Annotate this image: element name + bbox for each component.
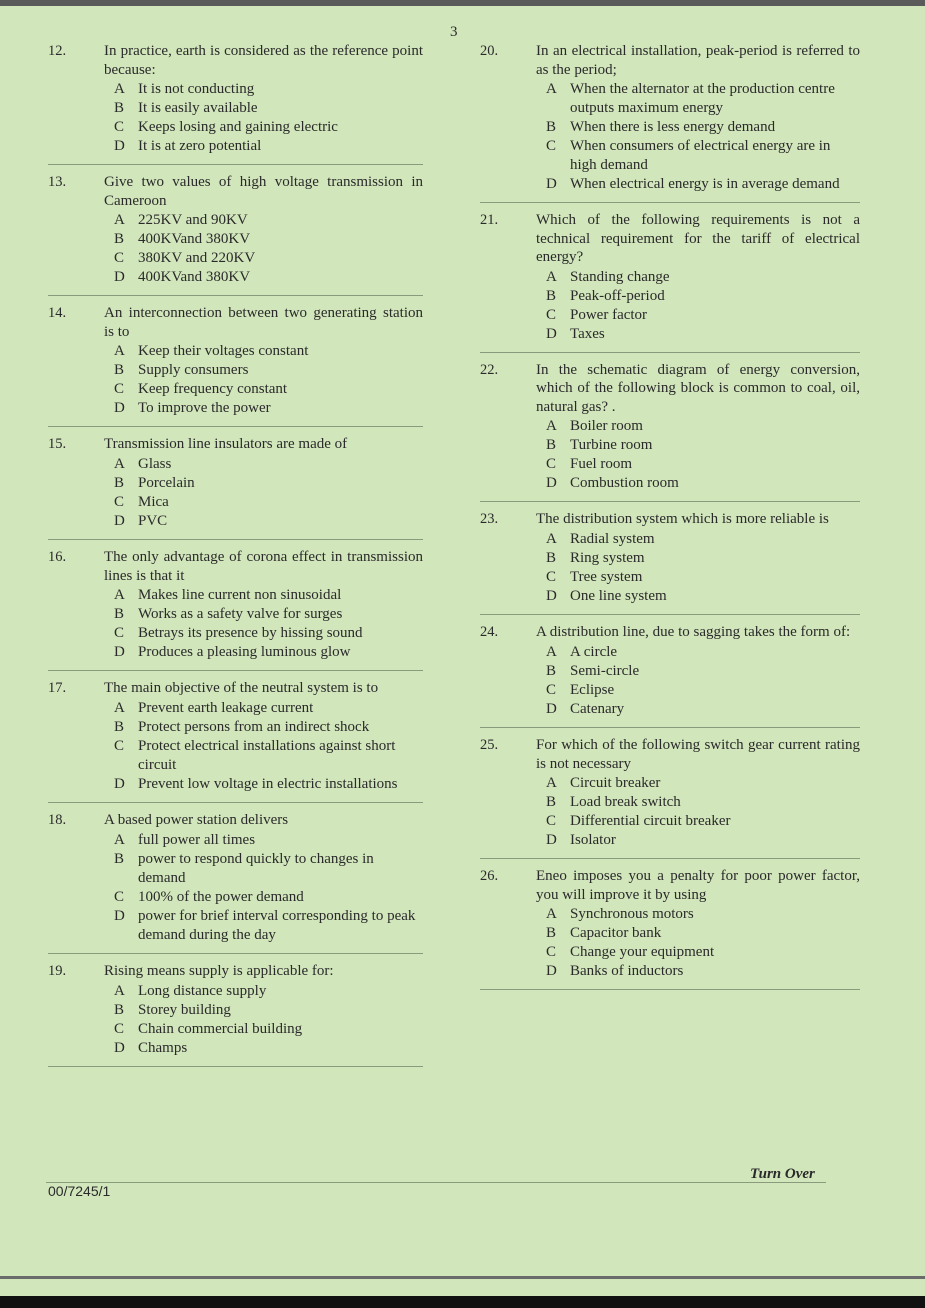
question-text: Transmission line insulators are made of: [104, 436, 348, 452]
option-text: Prevent earth leakage current: [138, 700, 314, 716]
option-text: It is easily available: [138, 100, 258, 116]
answer-option: [114, 493, 423, 512]
option-letter: C: [546, 306, 557, 323]
answer-option: [114, 888, 423, 907]
answer-option: [546, 80, 860, 118]
option-letter: A: [114, 212, 125, 228]
question-text: The distribution system which is more reliable is: [536, 511, 829, 527]
question-12: [48, 42, 423, 165]
question-text: A distribution line, due to sagging takes the form of:: [536, 624, 851, 640]
option-letter: B: [546, 119, 557, 135]
answer-option: [114, 643, 423, 662]
option-text: Long distance supply: [138, 983, 267, 999]
answer-option: [114, 1020, 423, 1039]
option-text: Chain commercial building: [138, 1021, 303, 1037]
answer-option: [546, 943, 860, 962]
answer-options: [114, 586, 423, 662]
question-24: [480, 623, 860, 728]
option-text: Protect electrical installations against short circuit: [138, 738, 396, 773]
answer-option: [546, 175, 860, 194]
answer-option: [114, 586, 423, 605]
answer-option: [114, 380, 423, 399]
option-text: Champs: [138, 1040, 188, 1056]
question-21: [480, 211, 860, 353]
answer-options: [546, 774, 860, 850]
question-text: In practice, earth is considered as the reference point because:: [104, 43, 423, 78]
option-letter: D: [546, 475, 557, 491]
question-number: 13.: [48, 174, 67, 190]
option-text: Porcelain: [138, 475, 195, 491]
option-text: Keeps losing and gaining electric: [138, 119, 338, 135]
answer-option: [546, 474, 860, 493]
option-text: 380KV and 220KV: [138, 250, 256, 266]
footer-divider: [46, 1182, 826, 1183]
question-22: [480, 361, 860, 503]
question-head: [48, 304, 423, 341]
option-letter: C: [546, 456, 557, 472]
question-number: 26.: [480, 868, 499, 884]
option-letter: A: [114, 81, 125, 97]
question-number: 19.: [48, 963, 67, 979]
answer-option: [114, 118, 423, 137]
question-25: [480, 736, 860, 859]
question-text: For which of the following switch gear current rating is not necessary: [536, 737, 860, 772]
option-text: When electrical energy is in average demand: [570, 176, 840, 192]
question-number: 21.: [480, 212, 499, 228]
answer-option: [546, 417, 860, 436]
option-letter: C: [114, 250, 125, 266]
option-letter: B: [546, 287, 557, 304]
question-number: 14.: [48, 305, 67, 321]
question-head: [48, 42, 423, 79]
question-head: [480, 361, 860, 417]
option-letter: B: [114, 475, 125, 491]
page-number: 3: [450, 24, 458, 40]
answer-option: [546, 643, 860, 662]
answer-option: [546, 812, 860, 831]
option-text: Boiler room: [570, 418, 643, 434]
option-text: Keep frequency constant: [138, 381, 288, 397]
answer-option: [114, 80, 423, 99]
question-head: [48, 962, 423, 981]
option-text: Keep their voltages constant: [138, 343, 309, 359]
question-head: [48, 548, 423, 585]
question-head: [48, 679, 423, 698]
question-head: [480, 510, 860, 529]
answer-option: [546, 924, 860, 943]
answer-options: [546, 80, 860, 194]
option-letter: A: [114, 343, 125, 359]
answer-option: [114, 230, 423, 249]
answer-option: [114, 474, 423, 493]
option-letter: C: [114, 738, 125, 754]
question-17: [48, 679, 423, 803]
option-letter: D: [114, 644, 125, 660]
question-head: [480, 736, 860, 773]
answer-option: [114, 1001, 423, 1020]
answer-option: [546, 530, 860, 549]
answer-options: [114, 831, 423, 945]
question-text: Which of the following requirements is not a technical requirement for the tariff of electrical energy?: [536, 212, 860, 265]
answer-options: [114, 211, 423, 287]
option-letter: A: [114, 983, 125, 999]
question-head: [480, 867, 860, 904]
answer-options: [546, 530, 860, 606]
answer-option: [546, 831, 860, 850]
answer-options: [114, 342, 423, 418]
answer-option: [114, 455, 423, 474]
top-edge: [0, 0, 925, 6]
option-letter: B: [114, 606, 125, 622]
answer-option: [114, 211, 423, 230]
option-letter: A: [546, 81, 557, 97]
question-head: [48, 435, 423, 454]
answer-option: [546, 587, 860, 606]
option-letter: B: [546, 925, 557, 941]
question-head: [48, 173, 423, 210]
answer-option: [114, 775, 423, 794]
answer-option: [546, 455, 860, 474]
option-letter: A: [114, 456, 125, 472]
answer-option: [546, 962, 860, 981]
question-text: A based power station delivers: [104, 812, 289, 828]
option-letter: B: [546, 550, 557, 566]
answer-option: [114, 512, 423, 531]
option-text: Peak-off-period: [570, 287, 665, 304]
question-text: Rising means supply is applicable for:: [104, 963, 334, 979]
answer-option: [546, 137, 860, 175]
option-text: Storey building: [138, 1002, 231, 1018]
option-letter: D: [114, 269, 125, 285]
turn-over-label: Turn Over: [750, 1166, 815, 1182]
question-text: The main objective of the neutral system is to: [104, 680, 379, 696]
option-text: Produces a pleasing luminous glow: [138, 644, 351, 660]
option-text: Ring system: [570, 550, 645, 566]
option-text: Circuit breaker: [570, 775, 661, 791]
answer-option: [546, 793, 860, 812]
option-text: power for brief interval corresponding to peak demand during the day: [138, 908, 416, 943]
answer-option: [546, 681, 860, 700]
option-letter: A: [546, 531, 557, 547]
answer-option: [546, 268, 860, 287]
option-letter: B: [546, 437, 557, 453]
option-letter: C: [546, 138, 557, 154]
option-text: Catenary: [570, 701, 625, 717]
question-23: [480, 510, 860, 615]
answer-options: [114, 982, 423, 1058]
question-head: [480, 42, 860, 79]
option-text: Standing change: [570, 268, 670, 285]
option-text: Works as a safety valve for surges: [138, 606, 343, 622]
option-letter: C: [546, 813, 557, 829]
question-16: [48, 548, 423, 671]
answer-option: [546, 306, 860, 325]
answer-option: [546, 436, 860, 455]
option-letter: C: [114, 381, 125, 397]
answer-option: [114, 982, 423, 1001]
option-text: Turbine room: [570, 437, 653, 453]
answer-option: [546, 662, 860, 681]
answer-option: [546, 774, 860, 793]
option-letter: C: [114, 494, 125, 510]
option-text: Isolator: [570, 832, 616, 848]
answer-options: [114, 699, 423, 794]
question-18: [48, 811, 423, 954]
option-letter: A: [114, 700, 125, 716]
option-text: A circle: [570, 644, 618, 660]
question-number: 12.: [48, 43, 67, 59]
option-text: Tree system: [570, 569, 643, 585]
answer-option: [114, 342, 423, 361]
answer-option: [114, 737, 423, 775]
option-letter: C: [546, 569, 557, 585]
option-letter: C: [114, 119, 125, 135]
option-text: PVC: [138, 513, 168, 529]
option-text: Load break switch: [570, 794, 681, 810]
answer-option: [546, 568, 860, 587]
option-text: Glass: [138, 456, 172, 472]
option-letter: B: [114, 100, 125, 116]
answer-option: [546, 700, 860, 719]
option-text: When the alternator at the production centre outputs maximum energy: [570, 81, 835, 116]
option-letter: A: [114, 832, 125, 848]
question-number: 23.: [480, 511, 499, 527]
option-letter: A: [546, 644, 557, 660]
option-text: When there is less energy demand: [570, 119, 776, 135]
option-text: Prevent low voltage in electric installations: [138, 776, 398, 792]
answer-option: [114, 249, 423, 268]
option-letter: D: [114, 776, 125, 792]
option-letter: C: [546, 944, 557, 960]
answer-option: [114, 605, 423, 624]
option-text: Combustion room: [570, 475, 679, 491]
option-text: Fuel room: [570, 456, 633, 472]
question-13: [48, 173, 423, 296]
option-letter: B: [546, 663, 557, 679]
answer-options: [546, 417, 860, 493]
question-number: 15.: [48, 436, 67, 452]
question-number: 16.: [48, 549, 67, 565]
option-text: Eclipse: [570, 682, 615, 698]
option-letter: D: [546, 832, 557, 848]
option-text: power to respond quickly to changes in demand: [138, 851, 374, 886]
question-head: [480, 211, 860, 267]
answer-option: [546, 905, 860, 924]
question-text: Eneo imposes you a penalty for poor power factor, you will improve it by using: [536, 868, 860, 903]
answer-options: [114, 455, 423, 531]
option-text: Semi-circle: [570, 663, 640, 679]
answer-option: [546, 118, 860, 137]
answer-options: [546, 905, 860, 981]
option-letter: D: [114, 1040, 125, 1056]
question-14: [48, 304, 423, 427]
option-letter: C: [114, 1021, 125, 1037]
question-19: [48, 962, 423, 1067]
option-text: Supply consumers: [138, 362, 249, 378]
answer-option: [114, 361, 423, 380]
answer-option: [546, 549, 860, 568]
option-text: Power factor: [570, 306, 648, 323]
option-text: Banks of inductors: [570, 963, 684, 979]
question-number: 22.: [480, 361, 499, 378]
question-26: [480, 867, 860, 990]
option-text: Synchronous motors: [570, 906, 694, 922]
option-text: Change your equipment: [570, 944, 715, 960]
answer-option: [114, 718, 423, 737]
question-text: The only advantage of corona effect in transmission lines is that it: [104, 549, 423, 584]
option-letter: D: [546, 701, 557, 717]
paper-code: 00/7245/1: [48, 1183, 111, 1199]
option-text: Capacitor bank: [570, 925, 662, 941]
answer-option: [114, 850, 423, 888]
answer-options: [546, 268, 860, 344]
answer-options: [114, 80, 423, 156]
answer-options: [546, 643, 860, 719]
option-text: It is not conducting: [138, 81, 255, 97]
option-letter: D: [114, 400, 125, 416]
option-text: Protect persons from an indirect shock: [138, 719, 370, 735]
option-letter: D: [114, 908, 125, 924]
option-letter: D: [114, 513, 125, 529]
option-letter: D: [114, 138, 125, 154]
answer-option: [114, 1039, 423, 1058]
option-letter: D: [546, 176, 557, 192]
option-text: Taxes: [570, 325, 605, 342]
option-text: full power all times: [138, 832, 256, 848]
question-head: [480, 623, 860, 642]
option-letter: A: [546, 775, 557, 791]
option-letter: D: [546, 325, 557, 342]
right-column: [480, 42, 860, 998]
option-text: 100% of the power demand: [138, 889, 304, 905]
bottom-band: [0, 1296, 925, 1308]
answer-option: [114, 399, 423, 418]
option-text: Mica: [138, 494, 169, 510]
question-number: 25.: [480, 737, 499, 753]
option-letter: B: [546, 794, 557, 810]
question-number: 24.: [480, 624, 499, 640]
question-text: In an electrical installation, peak-period is referred to as the period;: [536, 43, 860, 78]
answer-option: [114, 99, 423, 118]
option-text: 400KVand 380KV: [138, 231, 251, 247]
option-letter: C: [114, 625, 125, 641]
answer-option: [114, 907, 423, 945]
question-15: [48, 435, 423, 540]
question-number: 17.: [48, 680, 67, 696]
answer-option: [114, 831, 423, 850]
option-letter: B: [114, 1002, 125, 1018]
answer-option: [114, 699, 423, 718]
question-20: [480, 42, 860, 203]
option-text: Radial system: [570, 531, 655, 547]
answer-option: [546, 287, 860, 306]
option-text: To improve the power: [138, 400, 271, 416]
answer-option: [546, 325, 860, 344]
answer-option: [114, 268, 423, 287]
option-text: Betrays its presence by hissing sound: [138, 625, 363, 641]
question-number: 20.: [480, 43, 499, 59]
option-letter: B: [114, 362, 125, 378]
question-text: Give two values of high voltage transmission in Cameroon: [104, 174, 423, 209]
option-letter: D: [546, 588, 557, 604]
option-letter: A: [546, 906, 557, 922]
left-column: [48, 42, 423, 1075]
bottom-line: [0, 1276, 925, 1279]
question-text: An interconnection between two generating station is to: [104, 305, 423, 340]
option-text: It is at zero potential: [138, 138, 262, 154]
option-letter: D: [546, 963, 557, 979]
option-text: 225KV and 90KV: [138, 212, 248, 228]
option-letter: C: [546, 682, 557, 698]
option-letter: B: [114, 231, 125, 247]
option-letter: B: [114, 719, 125, 735]
option-letter: A: [114, 587, 125, 603]
question-head: [48, 811, 423, 830]
question-text: In the schematic diagram of energy conversion, which of the following block is common to coal, oil, natural gas? .: [536, 361, 860, 415]
option-letter: A: [546, 418, 557, 434]
option-text: Makes line current non sinusoidal: [138, 587, 342, 603]
option-text: When consumers of electrical energy are in high demand: [570, 138, 831, 173]
option-letter: C: [114, 889, 125, 905]
answer-option: [114, 624, 423, 643]
answer-option: [114, 137, 423, 156]
option-letter: A: [546, 268, 557, 285]
option-text: 400KVand 380KV: [138, 269, 251, 285]
option-text: One line system: [570, 588, 667, 604]
question-number: 18.: [48, 812, 67, 828]
option-letter: B: [114, 851, 125, 867]
option-text: Differential circuit breaker: [570, 813, 731, 829]
